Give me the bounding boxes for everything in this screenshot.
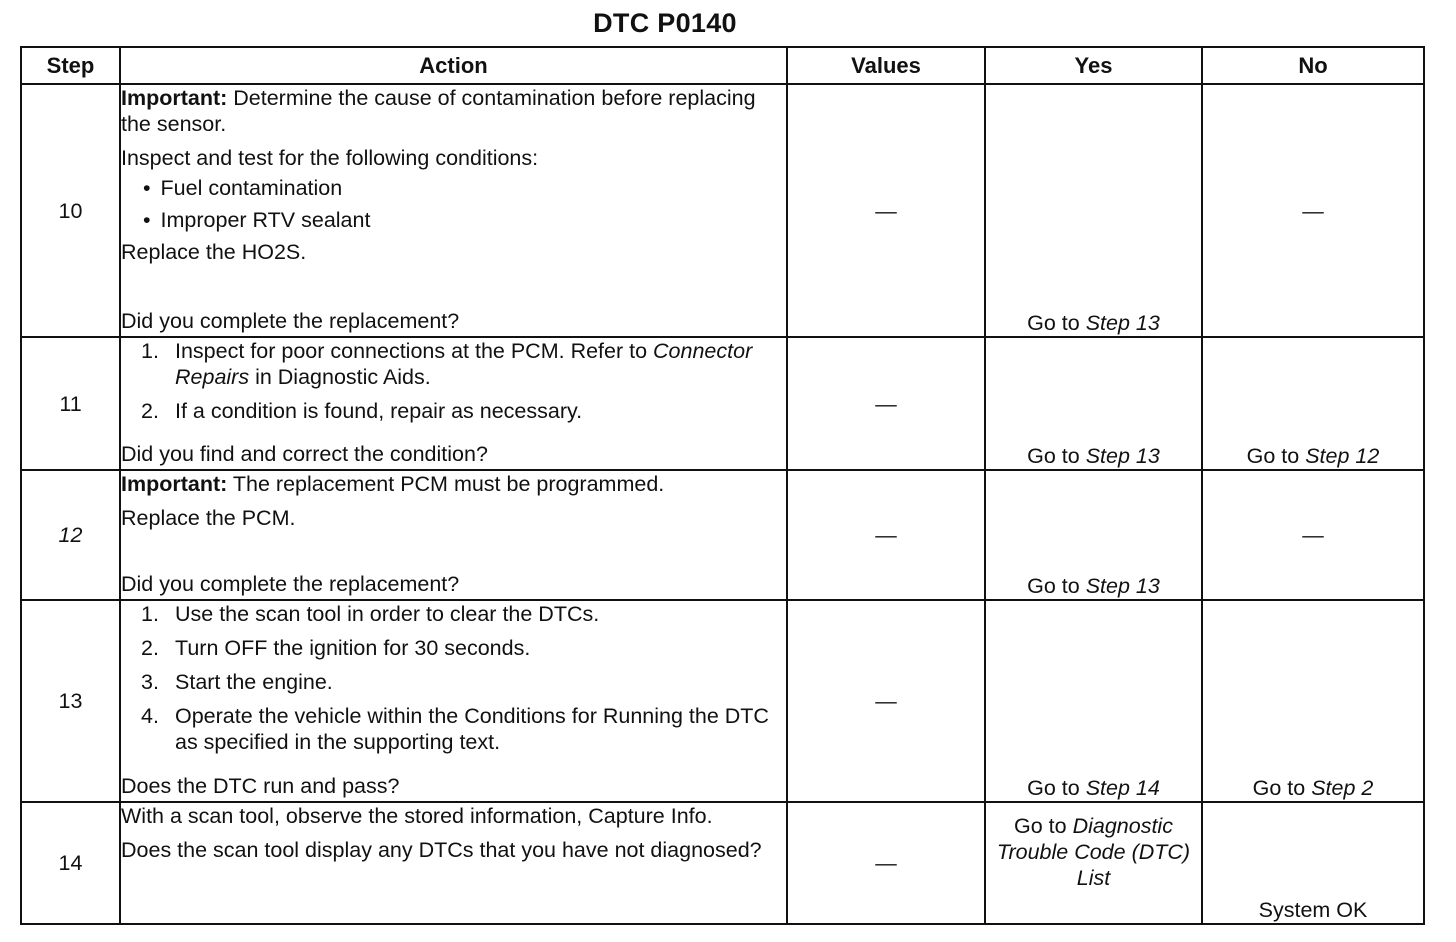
no-prefix: Go to (1246, 444, 1306, 468)
step-number: 14 (21, 802, 120, 924)
yes-cell (985, 600, 1202, 802)
item-number: 2. (141, 636, 159, 660)
step-number: 12 (21, 470, 120, 600)
item-text: Start the engine. (175, 670, 333, 694)
action-text: Replace the PCM. (121, 506, 296, 530)
header-action: Action (120, 47, 787, 84)
header-step: Step (21, 47, 120, 84)
yes-cell (985, 337, 1202, 470)
item-number: 1. (141, 339, 159, 363)
no-cell: System OK (1202, 802, 1424, 924)
no-cell (1202, 337, 1424, 470)
values-cell: — (787, 600, 985, 802)
values-cell: — (787, 470, 985, 600)
condition-list (143, 175, 786, 233)
yes-prefix: Go to (1027, 776, 1086, 800)
action-text: Replace the HO2S. (121, 240, 307, 264)
table-row (21, 600, 1424, 802)
list-item (141, 669, 786, 695)
question-text: Did you complete the replacement? (121, 572, 460, 596)
action-cell (120, 470, 787, 600)
question-text: Did you complete the replacement? (121, 309, 460, 333)
yes-cell (985, 470, 1202, 600)
important-text: Determine the cause of contamination before replacing the sensor. (121, 86, 756, 136)
page-title: DTC P0140 (593, 8, 737, 38)
list-item (141, 703, 786, 755)
no-prefix: Go to (1252, 776, 1312, 800)
yes-prefix: Go to (1027, 444, 1086, 468)
item-text-post: in Diagnostic Aids. (249, 365, 431, 389)
numbered-list (141, 601, 786, 755)
table-row (21, 84, 1424, 337)
important-note (121, 471, 786, 497)
item-text-pre: Inspect for poor connections at the PCM. Refer to (175, 339, 654, 363)
table-row (21, 802, 1424, 924)
action-cell (120, 600, 787, 802)
item-number: 2. (141, 399, 159, 423)
step-link[interactable]: Step 13 (1085, 311, 1160, 335)
list-item (141, 338, 786, 390)
table-row (21, 470, 1424, 600)
values-cell: — (787, 802, 985, 924)
question-text: Did you find and correct the condition? (121, 442, 488, 466)
action-cell (120, 802, 787, 924)
question-text: Does the DTC run and pass? (121, 774, 400, 798)
item-number: 1. (141, 602, 159, 626)
item-text: Use the scan tool in order to clear the DTCs. (175, 602, 600, 626)
item-number: 4. (141, 704, 159, 728)
yes-prefix: Go to (1027, 311, 1086, 335)
numbered-list (141, 338, 786, 424)
question-text: Does the scan tool display any DTCs that you have not diagnosed? (121, 838, 762, 862)
yes-cell (985, 802, 1202, 924)
step-link[interactable]: Step 2 (1311, 776, 1374, 800)
step-number: 13 (21, 600, 120, 802)
step-link[interactable]: Step 13 (1085, 574, 1160, 598)
table-header-row (21, 47, 1424, 84)
item-text (175, 338, 786, 390)
no-cell: — (1202, 470, 1424, 600)
step-link[interactable]: Step 12 (1305, 444, 1380, 468)
header-no: No (1202, 47, 1424, 84)
values-cell: — (787, 84, 985, 337)
important-text: The replacement PCM must be programmed. (227, 472, 665, 496)
item-text: If a condition is found, repair as necessary. (175, 399, 583, 423)
item-text: Operate the vehicle within the Conditions for Running the DTC as specified in the supporting text. (175, 704, 769, 754)
yes-prefix: Go to (1027, 574, 1086, 598)
header-yes: Yes (985, 47, 1202, 84)
header-values: Values (787, 47, 985, 84)
important-note (121, 85, 786, 137)
action-cell (120, 84, 787, 337)
step-number: 10 (21, 84, 120, 337)
list-item (141, 601, 786, 627)
values-cell: — (787, 337, 985, 470)
yes-cell (985, 84, 1202, 337)
step-link[interactable]: Step 13 (1085, 444, 1160, 468)
item-number: 3. (141, 670, 159, 694)
list-item: • Improper RTV sealant (143, 207, 786, 233)
item-text: Turn OFF the ignition for 30 seconds. (175, 636, 531, 660)
connector-repairs-link[interactable]: Connector Repairs (175, 339, 753, 389)
important-label: Important: (121, 86, 228, 110)
list-item (141, 635, 786, 661)
step-link[interactable]: Step 14 (1085, 776, 1160, 800)
list-item: • Fuel contamination (143, 175, 786, 201)
action-text: With a scan tool, observe the stored information, Capture Info. (121, 804, 713, 828)
important-label: Important: (121, 472, 228, 496)
table-row (21, 337, 1424, 470)
step-number: 11 (21, 337, 120, 470)
no-cell (1202, 600, 1424, 802)
list-item (141, 398, 786, 424)
dtc-list-link[interactable]: Diagnostic Trouble Code (DTC) List (996, 814, 1191, 890)
yes-prefix: Go to (1014, 814, 1073, 838)
action-cell (120, 337, 787, 470)
action-text: Inspect and test for the following conditions: (121, 146, 539, 170)
no-cell: — (1202, 84, 1424, 337)
diagnostic-table (20, 46, 1425, 925)
